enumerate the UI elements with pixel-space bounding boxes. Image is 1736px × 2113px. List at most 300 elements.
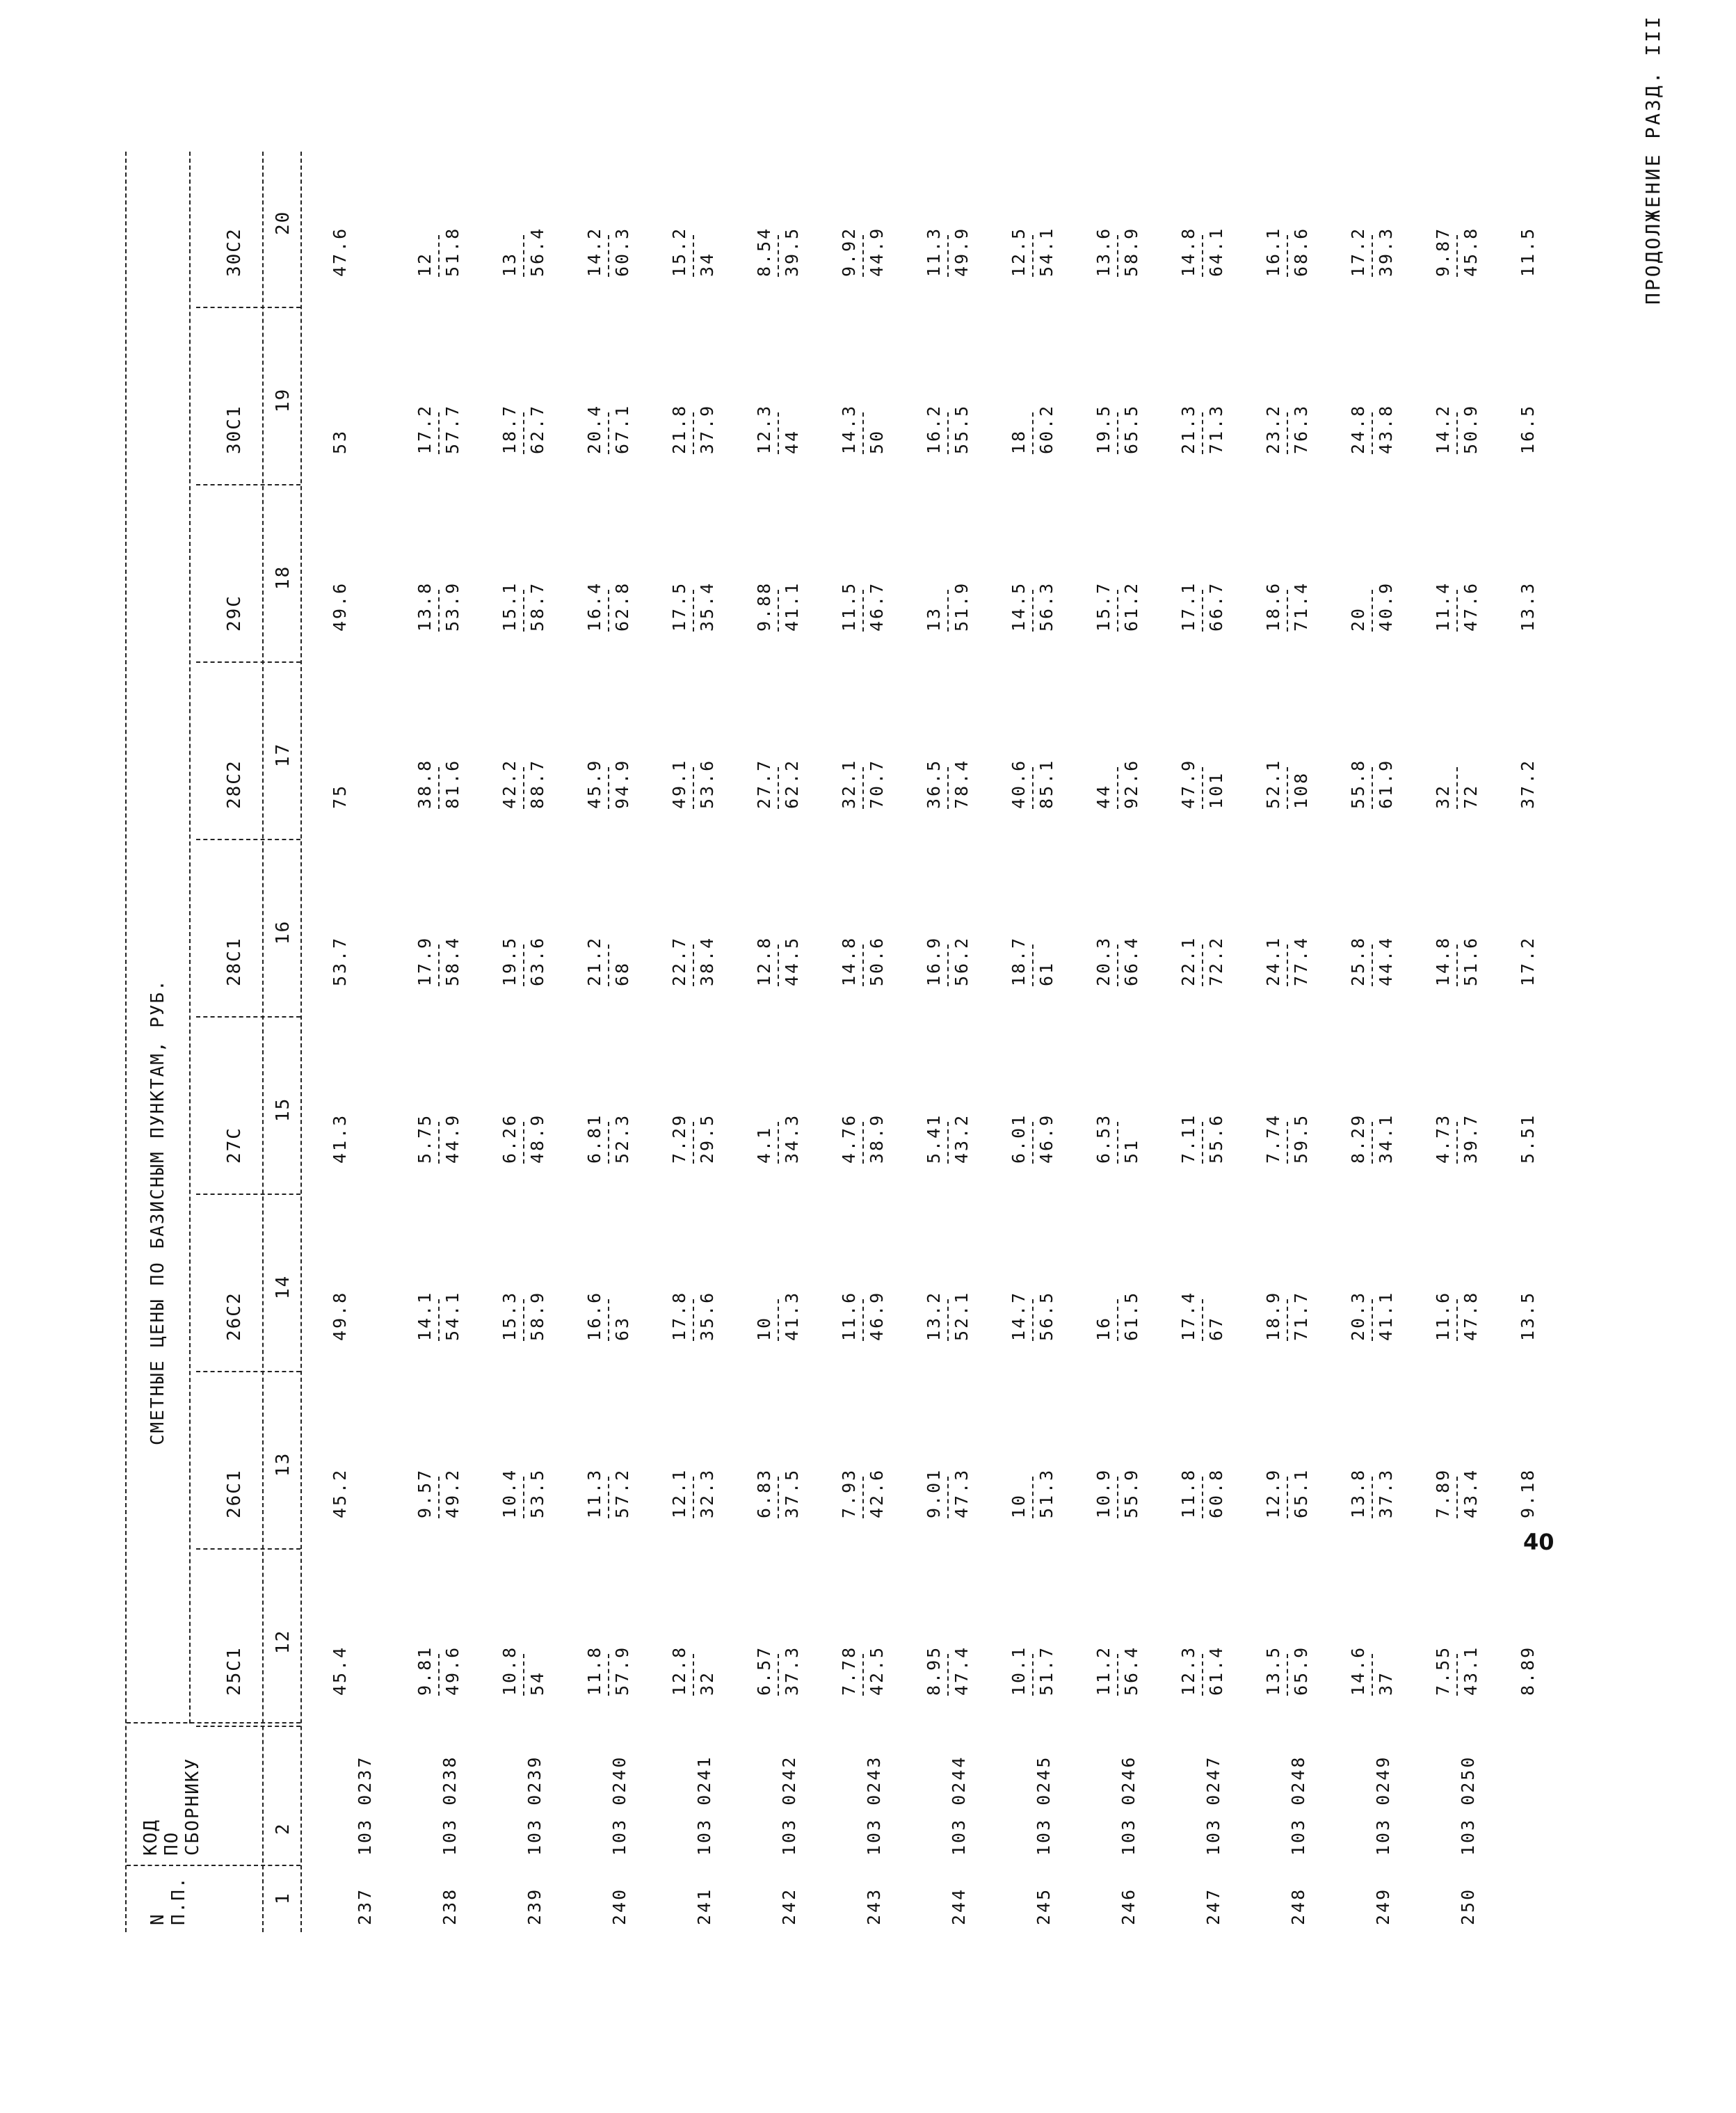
fraction-separator bbox=[438, 1477, 440, 1518]
price-cell bbox=[1007, 1468, 1059, 1518]
fraction-separator bbox=[947, 945, 949, 986]
fraction-separator bbox=[1032, 1122, 1034, 1164]
price-upper: 19.5 bbox=[499, 935, 520, 986]
row-code: 103 0246 bbox=[1118, 1755, 1139, 1856]
table-row bbox=[583, 152, 659, 1932]
price-lower: 37 bbox=[1376, 1670, 1396, 1696]
fraction-separator bbox=[1287, 412, 1288, 454]
fraction-separator bbox=[523, 1299, 524, 1341]
price-lower: 108 bbox=[1291, 771, 1311, 809]
fraction-separator bbox=[1456, 412, 1458, 454]
price-lower: 47.8 bbox=[1461, 1290, 1481, 1341]
price-lower: 50.9 bbox=[1461, 403, 1481, 454]
price-lower: 54.1 bbox=[1036, 226, 1056, 277]
price-fraction bbox=[413, 1468, 465, 1518]
table-row bbox=[1347, 152, 1423, 1932]
price-cell bbox=[1347, 227, 1398, 277]
fraction-separator bbox=[1202, 1299, 1203, 1341]
price-upper: 6.26 bbox=[499, 1113, 520, 1164]
fraction-separator bbox=[1287, 1477, 1288, 1518]
price-fraction bbox=[1177, 1646, 1228, 1696]
price-upper: 14.2 bbox=[1433, 403, 1453, 454]
price-upper: 11.2 bbox=[1093, 1645, 1114, 1696]
row-number: 247 bbox=[1203, 1887, 1223, 1925]
price-upper: 10.1 bbox=[1008, 1645, 1029, 1696]
column-number: 19 bbox=[273, 387, 294, 412]
price-fraction bbox=[1262, 1291, 1313, 1341]
price-lower: 67.1 bbox=[612, 403, 632, 454]
price-upper: 47.9 bbox=[1178, 758, 1198, 809]
price-upper: 19.5 bbox=[1093, 403, 1114, 454]
price-cell bbox=[1347, 759, 1398, 809]
price-upper: 7.93 bbox=[839, 1468, 859, 1518]
price-cell bbox=[1007, 1646, 1059, 1696]
price-upper: 17.8 bbox=[669, 1290, 689, 1341]
price-fraction bbox=[1177, 759, 1228, 809]
price-cell bbox=[1431, 227, 1483, 277]
fraction-separator bbox=[1372, 1122, 1373, 1164]
column-divider bbox=[196, 1194, 300, 1195]
price-lower: 43.2 bbox=[951, 1113, 972, 1164]
price-cell bbox=[1347, 1646, 1398, 1696]
row-code: 103 0247 bbox=[1203, 1755, 1223, 1856]
price-lower: 34.1 bbox=[1376, 1113, 1396, 1164]
price-cell bbox=[922, 227, 974, 277]
price-fraction bbox=[1092, 936, 1143, 986]
price-upper: 20.4 bbox=[584, 403, 604, 454]
price-lower: 41.1 bbox=[1376, 1290, 1396, 1341]
price-cell bbox=[498, 581, 549, 632]
price-cell bbox=[413, 1468, 465, 1518]
price-lower: 56.5 bbox=[1036, 1290, 1056, 1341]
price-upper: 18 bbox=[1008, 428, 1029, 454]
price-fraction bbox=[1092, 227, 1143, 277]
price-upper: 32.1 bbox=[839, 758, 859, 809]
price-upper: 75 bbox=[330, 783, 350, 809]
price-fraction bbox=[1177, 581, 1228, 632]
price-cell bbox=[837, 227, 889, 277]
price-upper: 10 bbox=[1008, 1493, 1029, 1518]
price-cell bbox=[498, 227, 549, 277]
price-upper: 17.2 bbox=[415, 403, 435, 454]
price-cell bbox=[753, 1468, 804, 1518]
price-lower: 47.4 bbox=[951, 1645, 972, 1696]
price-cell bbox=[583, 1468, 634, 1518]
price-cell bbox=[1007, 1114, 1059, 1164]
price-upper: 9.01 bbox=[924, 1468, 944, 1518]
price-cell bbox=[753, 759, 804, 809]
price-lower: 101 bbox=[1206, 771, 1226, 809]
price-fraction bbox=[413, 581, 465, 632]
price-upper: 18.6 bbox=[1263, 581, 1283, 632]
table-row bbox=[498, 152, 574, 1932]
price-fraction bbox=[498, 581, 549, 632]
price-fraction bbox=[498, 759, 549, 809]
column-number: 15 bbox=[273, 1097, 294, 1122]
price-upper: 9.92 bbox=[839, 226, 859, 277]
price-cell bbox=[583, 759, 634, 809]
price-lower: 55.5 bbox=[951, 403, 972, 454]
fraction-separator bbox=[778, 412, 779, 454]
price-upper: 6.83 bbox=[754, 1468, 774, 1518]
table-row bbox=[1007, 152, 1084, 1932]
price-upper: 17.9 bbox=[415, 935, 435, 986]
price-fraction bbox=[1516, 936, 1540, 986]
price-upper: 17.2 bbox=[1348, 226, 1368, 277]
price-upper: 12.9 bbox=[1263, 1468, 1283, 1518]
price-cell bbox=[583, 581, 634, 632]
price-upper: 36.5 bbox=[924, 758, 944, 809]
price-lower: 43.8 bbox=[1376, 403, 1396, 454]
price-fraction bbox=[583, 581, 634, 632]
fraction-separator bbox=[947, 412, 949, 454]
fraction-separator bbox=[1117, 412, 1118, 454]
price-upper: 11.8 bbox=[584, 1645, 604, 1696]
price-fraction bbox=[1092, 1291, 1143, 1341]
fraction-separator bbox=[947, 590, 949, 632]
price-upper: 11.4 bbox=[1433, 581, 1453, 632]
price-lower: 51 bbox=[1121, 1138, 1141, 1164]
price-cell bbox=[1007, 404, 1059, 454]
fraction-separator bbox=[1202, 767, 1203, 809]
fraction-separator bbox=[608, 767, 609, 809]
price-upper: 42.2 bbox=[499, 758, 520, 809]
fraction-separator bbox=[693, 1477, 694, 1518]
price-fraction bbox=[922, 1291, 974, 1341]
price-fraction bbox=[1262, 759, 1313, 809]
price-upper: 13.8 bbox=[415, 581, 435, 632]
price-upper: 52.1 bbox=[1263, 758, 1283, 809]
fraction-separator bbox=[608, 1477, 609, 1518]
fraction-separator bbox=[1032, 1477, 1034, 1518]
fraction-separator bbox=[1032, 945, 1034, 986]
table-row bbox=[1177, 152, 1253, 1932]
price-lower: 71.4 bbox=[1291, 581, 1311, 632]
price-upper: 7.89 bbox=[1433, 1468, 1453, 1518]
price-upper: 15.7 bbox=[1093, 581, 1114, 632]
fraction-separator bbox=[693, 1654, 694, 1696]
row-code: 103 0243 bbox=[864, 1755, 884, 1856]
row-code: 103 0248 bbox=[1288, 1755, 1308, 1856]
price-fraction bbox=[1092, 1468, 1143, 1518]
price-cell bbox=[1007, 936, 1059, 986]
price-cell bbox=[1347, 1468, 1398, 1518]
price-fraction bbox=[498, 227, 549, 277]
price-upper: 16.1 bbox=[1263, 226, 1283, 277]
price-cell bbox=[1516, 1646, 1540, 1696]
price-fraction bbox=[328, 1468, 352, 1518]
price-fraction bbox=[668, 936, 719, 986]
price-upper: 10.8 bbox=[499, 1645, 520, 1696]
price-upper: 8.29 bbox=[1348, 1113, 1368, 1164]
price-fraction bbox=[1431, 1646, 1483, 1696]
price-upper: 7.55 bbox=[1433, 1645, 1453, 1696]
column-header: 30С1 bbox=[224, 405, 245, 454]
price-fraction bbox=[413, 404, 465, 454]
price-fraction bbox=[498, 936, 549, 986]
price-upper: 11.3 bbox=[924, 226, 944, 277]
price-fraction bbox=[1516, 1646, 1540, 1696]
table-row bbox=[413, 152, 490, 1932]
price-upper: 16.9 bbox=[924, 935, 944, 986]
price-lower: 57.7 bbox=[442, 403, 463, 454]
fraction-separator bbox=[523, 235, 524, 277]
price-cell bbox=[668, 936, 719, 986]
row-code: 103 0245 bbox=[1034, 1755, 1054, 1856]
price-upper: 6.81 bbox=[584, 1113, 604, 1164]
price-upper: 53.7 bbox=[330, 935, 350, 986]
fraction-separator bbox=[693, 1122, 694, 1164]
price-fraction bbox=[753, 1291, 804, 1341]
price-cell bbox=[1262, 227, 1313, 277]
price-upper: 11.6 bbox=[1433, 1290, 1453, 1341]
price-cell bbox=[837, 759, 889, 809]
price-upper: 38.8 bbox=[415, 758, 435, 809]
column-number: 2 bbox=[273, 1822, 294, 1835]
price-lower: 54 bbox=[527, 1670, 547, 1696]
price-cell bbox=[1431, 1114, 1483, 1164]
row-code: 103 0238 bbox=[440, 1755, 460, 1856]
price-lower: 66.4 bbox=[1121, 935, 1141, 986]
price-cell bbox=[1177, 581, 1228, 632]
row-number: 246 bbox=[1118, 1887, 1139, 1925]
price-cell bbox=[1262, 1291, 1313, 1341]
price-fraction bbox=[1431, 767, 1483, 809]
price-upper: 20.3 bbox=[1348, 1290, 1368, 1341]
price-upper: 13 bbox=[924, 606, 944, 632]
row-number: 249 bbox=[1373, 1887, 1393, 1925]
price-upper: 11.5 bbox=[1518, 226, 1538, 277]
price-lower: 51.6 bbox=[1461, 935, 1481, 986]
price-cell bbox=[413, 227, 465, 277]
price-upper: 45.9 bbox=[584, 758, 604, 809]
price-fraction bbox=[753, 1646, 804, 1696]
price-cell bbox=[1516, 1291, 1540, 1341]
price-upper: 40.6 bbox=[1008, 758, 1029, 809]
price-fraction bbox=[922, 1468, 974, 1518]
price-lower: 71.7 bbox=[1291, 1290, 1311, 1341]
price-upper: 13.8 bbox=[1348, 1468, 1368, 1518]
price-upper: 49.1 bbox=[669, 758, 689, 809]
price-upper: 16.6 bbox=[584, 1290, 604, 1341]
price-upper: 9.57 bbox=[415, 1468, 435, 1518]
price-cell bbox=[753, 404, 804, 454]
price-upper: 21.3 bbox=[1178, 403, 1198, 454]
price-fraction bbox=[668, 1291, 719, 1341]
price-cell bbox=[328, 1291, 352, 1341]
price-fraction bbox=[413, 227, 465, 277]
fraction-separator bbox=[947, 1299, 949, 1341]
fraction-separator bbox=[778, 1654, 779, 1696]
price-fraction bbox=[1092, 1114, 1143, 1164]
price-fraction bbox=[498, 1291, 549, 1341]
fraction-separator bbox=[1456, 1477, 1458, 1518]
price-fraction bbox=[668, 581, 719, 632]
price-lower: 48.9 bbox=[527, 1113, 547, 1164]
price-fraction bbox=[1007, 759, 1059, 809]
row-number: 244 bbox=[949, 1887, 969, 1925]
price-lower: 43.4 bbox=[1461, 1468, 1481, 1518]
price-fraction bbox=[1516, 759, 1540, 809]
price-lower: 47.6 bbox=[1461, 581, 1481, 632]
price-fraction bbox=[922, 581, 974, 632]
price-fraction bbox=[1007, 227, 1059, 277]
price-fraction bbox=[1262, 1646, 1313, 1696]
fraction-separator bbox=[862, 1122, 864, 1164]
fraction-separator bbox=[523, 945, 524, 986]
price-cell bbox=[922, 936, 974, 986]
price-cell bbox=[1347, 1291, 1398, 1341]
price-upper: 12.3 bbox=[754, 403, 774, 454]
fraction-separator bbox=[1372, 945, 1373, 986]
column-number: 1 bbox=[273, 1892, 294, 1904]
price-fraction bbox=[668, 227, 719, 277]
price-fraction bbox=[668, 1114, 719, 1164]
price-fraction bbox=[1347, 759, 1398, 809]
fraction-separator bbox=[862, 1654, 864, 1696]
fraction-separator bbox=[947, 1122, 949, 1164]
price-lower: 54.1 bbox=[442, 1290, 463, 1341]
fraction-separator bbox=[608, 1122, 609, 1164]
price-cell bbox=[837, 1114, 889, 1164]
price-fraction bbox=[922, 227, 974, 277]
price-fraction bbox=[1007, 936, 1059, 986]
price-lower: 42.5 bbox=[867, 1645, 887, 1696]
price-lower: 51.3 bbox=[1036, 1468, 1056, 1518]
price-fraction bbox=[583, 1114, 634, 1164]
price-cell bbox=[1347, 404, 1398, 454]
fraction-separator bbox=[1202, 1477, 1203, 1518]
price-lower: 46.9 bbox=[1036, 1113, 1056, 1164]
fraction-separator bbox=[693, 590, 694, 632]
price-cell bbox=[922, 404, 974, 454]
fraction-separator bbox=[438, 1299, 440, 1341]
column-divider bbox=[196, 1548, 300, 1550]
price-fraction bbox=[583, 759, 634, 809]
price-fraction bbox=[328, 1291, 352, 1341]
price-cell bbox=[1431, 404, 1483, 454]
price-fraction bbox=[413, 1646, 465, 1696]
price-fraction bbox=[328, 1114, 352, 1164]
price-fraction bbox=[922, 759, 974, 809]
price-cell bbox=[753, 581, 804, 632]
price-upper: 6.53 bbox=[1093, 1113, 1114, 1164]
price-cell bbox=[498, 1291, 549, 1341]
price-lower: 68 bbox=[612, 961, 632, 986]
price-fraction bbox=[1431, 227, 1483, 277]
price-lower: 37.3 bbox=[1376, 1468, 1396, 1518]
price-lower: 51.7 bbox=[1036, 1645, 1056, 1696]
price-lower: 32.3 bbox=[697, 1468, 717, 1518]
price-upper: 15.1 bbox=[499, 581, 520, 632]
price-cell bbox=[1092, 581, 1143, 632]
price-cell bbox=[1516, 404, 1540, 454]
price-lower: 44.9 bbox=[442, 1113, 463, 1164]
price-upper: 16.2 bbox=[924, 403, 944, 454]
running-title: ПРОДОЛЖЕНИЕ РАЗД. III bbox=[1641, 14, 1664, 305]
price-cell bbox=[753, 1114, 804, 1164]
price-fraction bbox=[1177, 1291, 1228, 1341]
price-upper: 24.1 bbox=[1263, 935, 1283, 986]
price-lower: 58.7 bbox=[527, 581, 547, 632]
fraction-separator bbox=[693, 1299, 694, 1341]
price-fraction bbox=[413, 1114, 465, 1164]
price-upper: 7.74 bbox=[1263, 1113, 1283, 1164]
fraction-separator bbox=[1202, 235, 1203, 277]
price-cell bbox=[753, 1646, 804, 1696]
price-upper: 21.8 bbox=[669, 403, 689, 454]
fraction-separator bbox=[1372, 1299, 1373, 1341]
price-fraction bbox=[1177, 404, 1228, 454]
price-fraction bbox=[1262, 227, 1313, 277]
price-cell bbox=[583, 1114, 634, 1164]
price-fraction bbox=[753, 227, 804, 277]
price-fraction bbox=[668, 1646, 719, 1696]
price-lower: 59.5 bbox=[1291, 1113, 1311, 1164]
price-upper: 8.54 bbox=[754, 226, 774, 277]
price-cell bbox=[1516, 1114, 1540, 1164]
price-upper: 49.6 bbox=[330, 581, 350, 632]
fraction-separator bbox=[438, 412, 440, 454]
price-cell bbox=[753, 1291, 804, 1341]
fraction-separator bbox=[438, 590, 440, 632]
price-fraction bbox=[1092, 759, 1143, 809]
fraction-separator bbox=[1287, 1654, 1288, 1696]
price-upper: 5.41 bbox=[924, 1113, 944, 1164]
price-upper: 14.6 bbox=[1348, 1645, 1368, 1696]
price-cell bbox=[1092, 1468, 1143, 1518]
price-upper: 32 bbox=[1433, 783, 1453, 809]
header-bottom-divider bbox=[262, 152, 264, 1932]
price-lower: 37.3 bbox=[782, 1645, 802, 1696]
column-number: 20 bbox=[273, 210, 294, 235]
price-cell bbox=[1177, 1114, 1228, 1164]
price-upper: 10.4 bbox=[499, 1468, 520, 1518]
row-number: 250 bbox=[1458, 1887, 1478, 1925]
fraction-separator bbox=[1117, 1477, 1118, 1518]
price-lower: 46.7 bbox=[867, 581, 887, 632]
price-fraction bbox=[1516, 404, 1540, 454]
price-fraction bbox=[328, 1646, 352, 1696]
price-fraction bbox=[1092, 404, 1143, 454]
price-lower: 53.6 bbox=[697, 758, 717, 809]
price-upper: 25.8 bbox=[1348, 935, 1368, 986]
price-cell bbox=[413, 404, 465, 454]
price-upper: 4.1 bbox=[754, 1125, 774, 1164]
fraction-separator bbox=[693, 412, 694, 454]
column-header: 26С2 bbox=[224, 1292, 245, 1341]
price-cell bbox=[1262, 1468, 1313, 1518]
price-cell bbox=[1347, 1114, 1398, 1164]
price-fraction bbox=[413, 1291, 465, 1341]
price-lower: 37.5 bbox=[782, 1468, 802, 1518]
price-fraction bbox=[1431, 1291, 1483, 1341]
fraction-separator bbox=[1202, 1654, 1203, 1696]
price-lower: 62.8 bbox=[612, 581, 632, 632]
price-fraction bbox=[837, 1646, 889, 1696]
price-cell bbox=[668, 1646, 719, 1696]
price-fraction bbox=[1431, 936, 1483, 986]
price-fraction bbox=[1007, 404, 1059, 454]
price-upper: 47.6 bbox=[330, 226, 350, 277]
price-fraction bbox=[583, 936, 634, 986]
price-fraction bbox=[1347, 1114, 1398, 1164]
price-lower: 61.5 bbox=[1121, 1290, 1141, 1341]
fraction-separator bbox=[1202, 945, 1203, 986]
price-cell bbox=[1516, 1468, 1540, 1518]
price-cell bbox=[1262, 936, 1313, 986]
fraction-separator bbox=[523, 1654, 524, 1696]
